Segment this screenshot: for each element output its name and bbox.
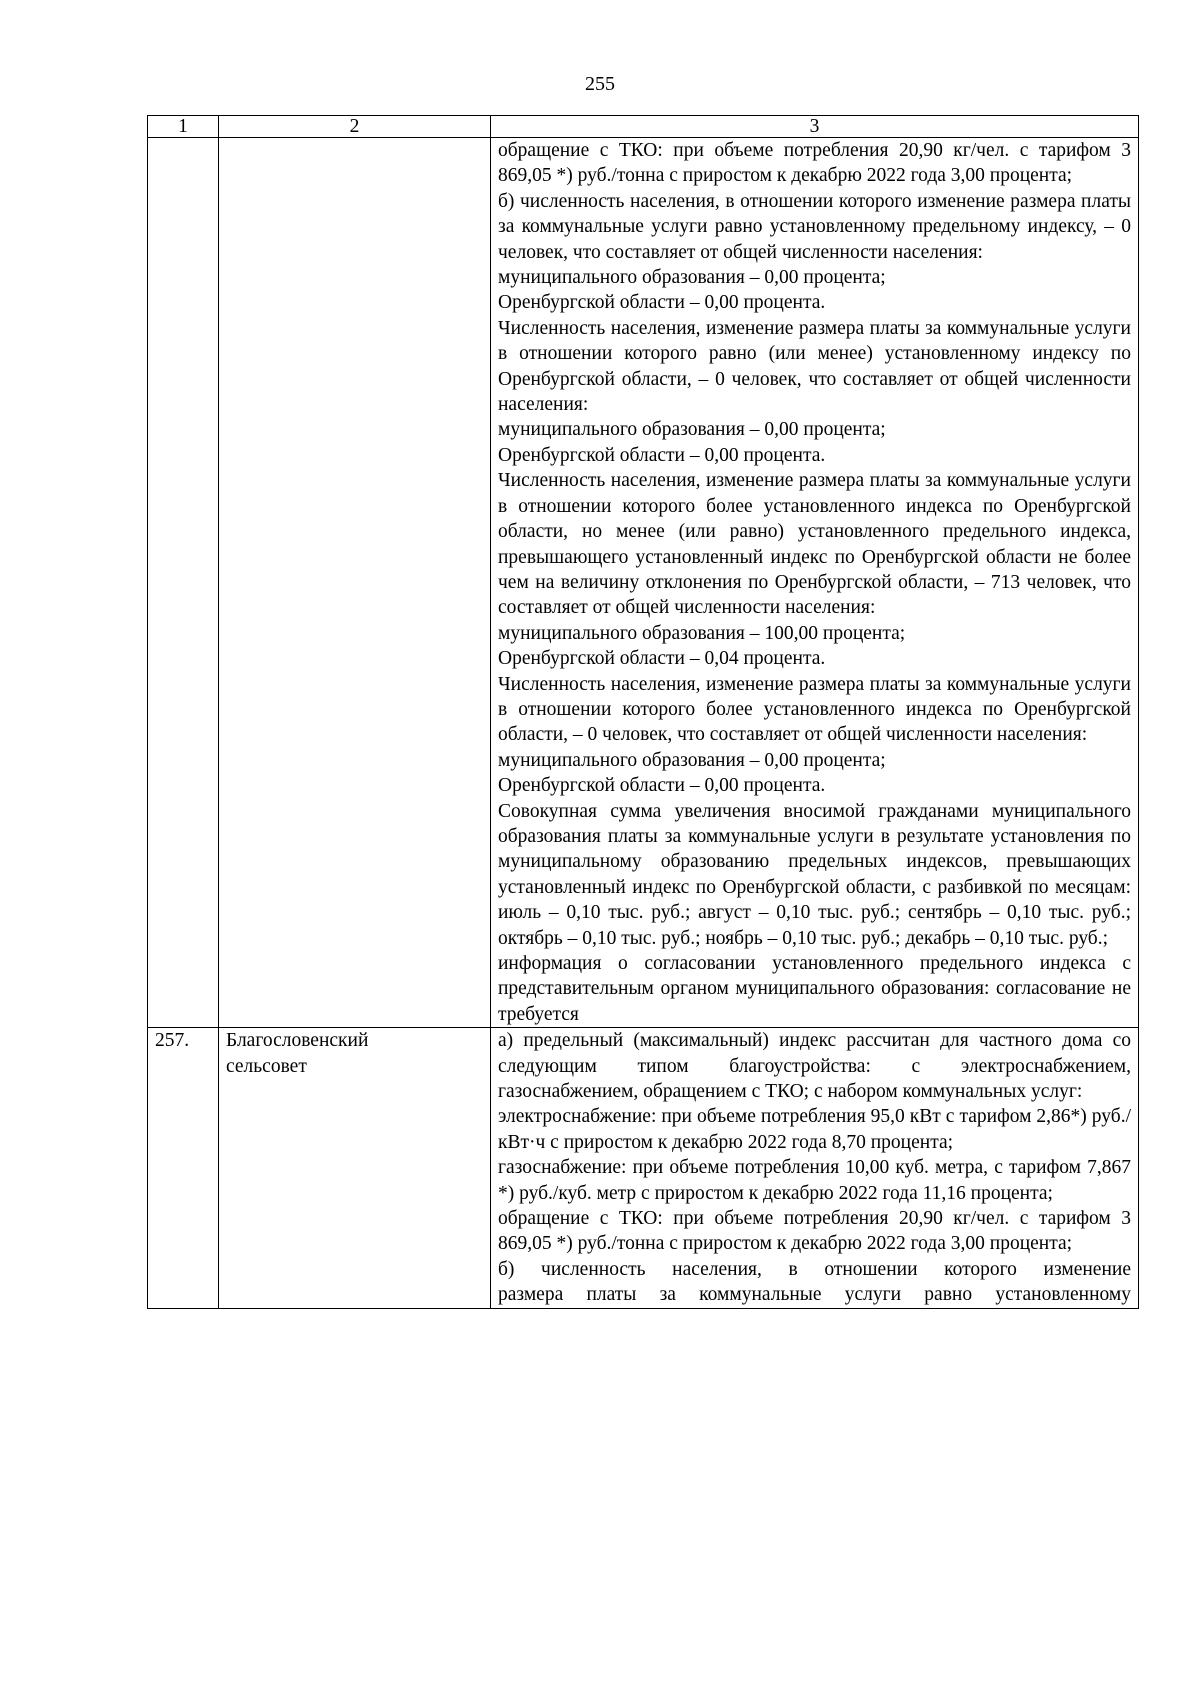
settlement-name-line: Благословенский bbox=[226, 1030, 369, 1052]
description-cell bbox=[491, 1028, 1139, 1308]
paragraph: муниципального образования – 0,00 процента; bbox=[498, 419, 886, 441]
table-row bbox=[148, 1028, 1139, 1308]
paragraph: Совокупная сумма увеличения вносимой гражданами муниципального образования платы за коммунальные услуги в результате установления по муниципальному образованию предельных индексов, превышающих установленный индекс по Оренбургской области, с разбивкой по месяцам: июль – 0,10 тыс. руб.; август – 0,10 тыс. руб.; сентябрь – 0,10 тыс. руб.; октябрь – 0,10 тыс. руб.; ноябрь – 0,10 тыс. руб.; декабрь – 0,10 тыс. руб.; bbox=[498, 800, 1131, 949]
paragraph: Численность населения, изменение размера платы за коммунальные услуги в отношении которого равно (или менее) установленному индексу по Оренбургской области, – 0 человек, что составляет от общей численности населения: bbox=[498, 317, 1131, 416]
paragraph: информация о согласовании установленного предельного индекса с представительным органом муниципального образования: согласование не требуется bbox=[498, 953, 1131, 1025]
paragraph: Оренбургской области – 0,04 процента. bbox=[498, 648, 826, 670]
header-col-1: 1 bbox=[148, 116, 219, 138]
settlement-name-cell bbox=[219, 138, 491, 1028]
row-number-cell bbox=[148, 138, 219, 1028]
indices-table bbox=[147, 115, 1139, 1309]
paragraph: муниципального образования – 0,00 процента; bbox=[498, 749, 886, 771]
paragraph: газоснабжение: при объеме потребления 10,00 куб. метра, с тарифом 7,867 *) руб./куб. метр с приростом к декабрю 2022 года 11,16 процента; bbox=[498, 1157, 1131, 1204]
paragraph-line: б) численность населения, в отношении которого изменение bbox=[498, 1258, 1131, 1280]
paragraph: а) предельный (максимальный) индекс рассчитан для частного дома со следующим типом благоустройства: с электроснабжением, газоснабжением, обращением с ТКО; с набором коммунальных услуг: bbox=[498, 1030, 1131, 1103]
description-cell bbox=[491, 138, 1139, 1028]
table-header-row bbox=[148, 116, 1139, 138]
settlement-name-cell bbox=[219, 1028, 491, 1308]
row-number-cell: 257. bbox=[148, 1028, 219, 1308]
paragraph: Оренбургской области – 0,00 процента. bbox=[498, 444, 826, 466]
page-number: 255 bbox=[585, 73, 615, 95]
paragraph: б) численность населения, в отношении которого изменение размера платы за коммунальные услуги равно установленному предельному индексу, – 0 человек, что составляет от общей численности населения: bbox=[498, 190, 1131, 263]
paragraph: Численность населения, изменение размера платы за коммунальные услуги в отношении которого более установленного индекса по Оренбургской области, но менее (или равно) установленного предельного индекса, превышающего установленный индекс по Оренбургской области не более чем на величину отклонения по Оренбургской области, – 713 человек, что составляет от общей численности населения: bbox=[498, 470, 1131, 619]
table-row bbox=[148, 138, 1139, 1028]
paragraph: Численность населения, изменение размера платы за коммунальные услуги в отношении которого более установленного индекса по Оренбургской области, – 0 человек, что составляет от общей численности населения: bbox=[498, 673, 1131, 746]
paragraph: Оренбургской области – 0,00 процента. bbox=[498, 775, 826, 797]
header-col-2: 2 bbox=[219, 116, 491, 138]
paragraph: Оренбургской области – 0,00 процента. bbox=[498, 292, 826, 314]
paragraph-line: размера платы за коммунальные услуги равно установленному bbox=[498, 1284, 1131, 1306]
paragraph: муниципального образования – 0,00 процента; bbox=[498, 267, 886, 289]
settlement-name-line: сельсовет bbox=[226, 1055, 307, 1077]
paragraph: обращение с ТКО: при объеме потребления 20,90 кг/чел. с тарифом 3 869,05 *) руб./тонна с приростом к декабрю 2022 года 3,00 процента; bbox=[498, 1208, 1131, 1255]
paragraph: электроснабжение: при объеме потребления 95,0 кВт с тарифом 2,86*) руб./кВт·ч с приростом к декабрю 2022 года 8,70 процента; bbox=[498, 1106, 1131, 1153]
paragraph: обращение с ТКО: при объеме потребления 20,90 кг/чел. с тарифом 3 869,05 *) руб./тонна с приростом к декабрю 2022 года 3,00 процента; bbox=[498, 140, 1131, 187]
header-col-3: 3 bbox=[491, 116, 1139, 138]
paragraph: муниципального образования – 100,00 процента; bbox=[498, 622, 906, 644]
